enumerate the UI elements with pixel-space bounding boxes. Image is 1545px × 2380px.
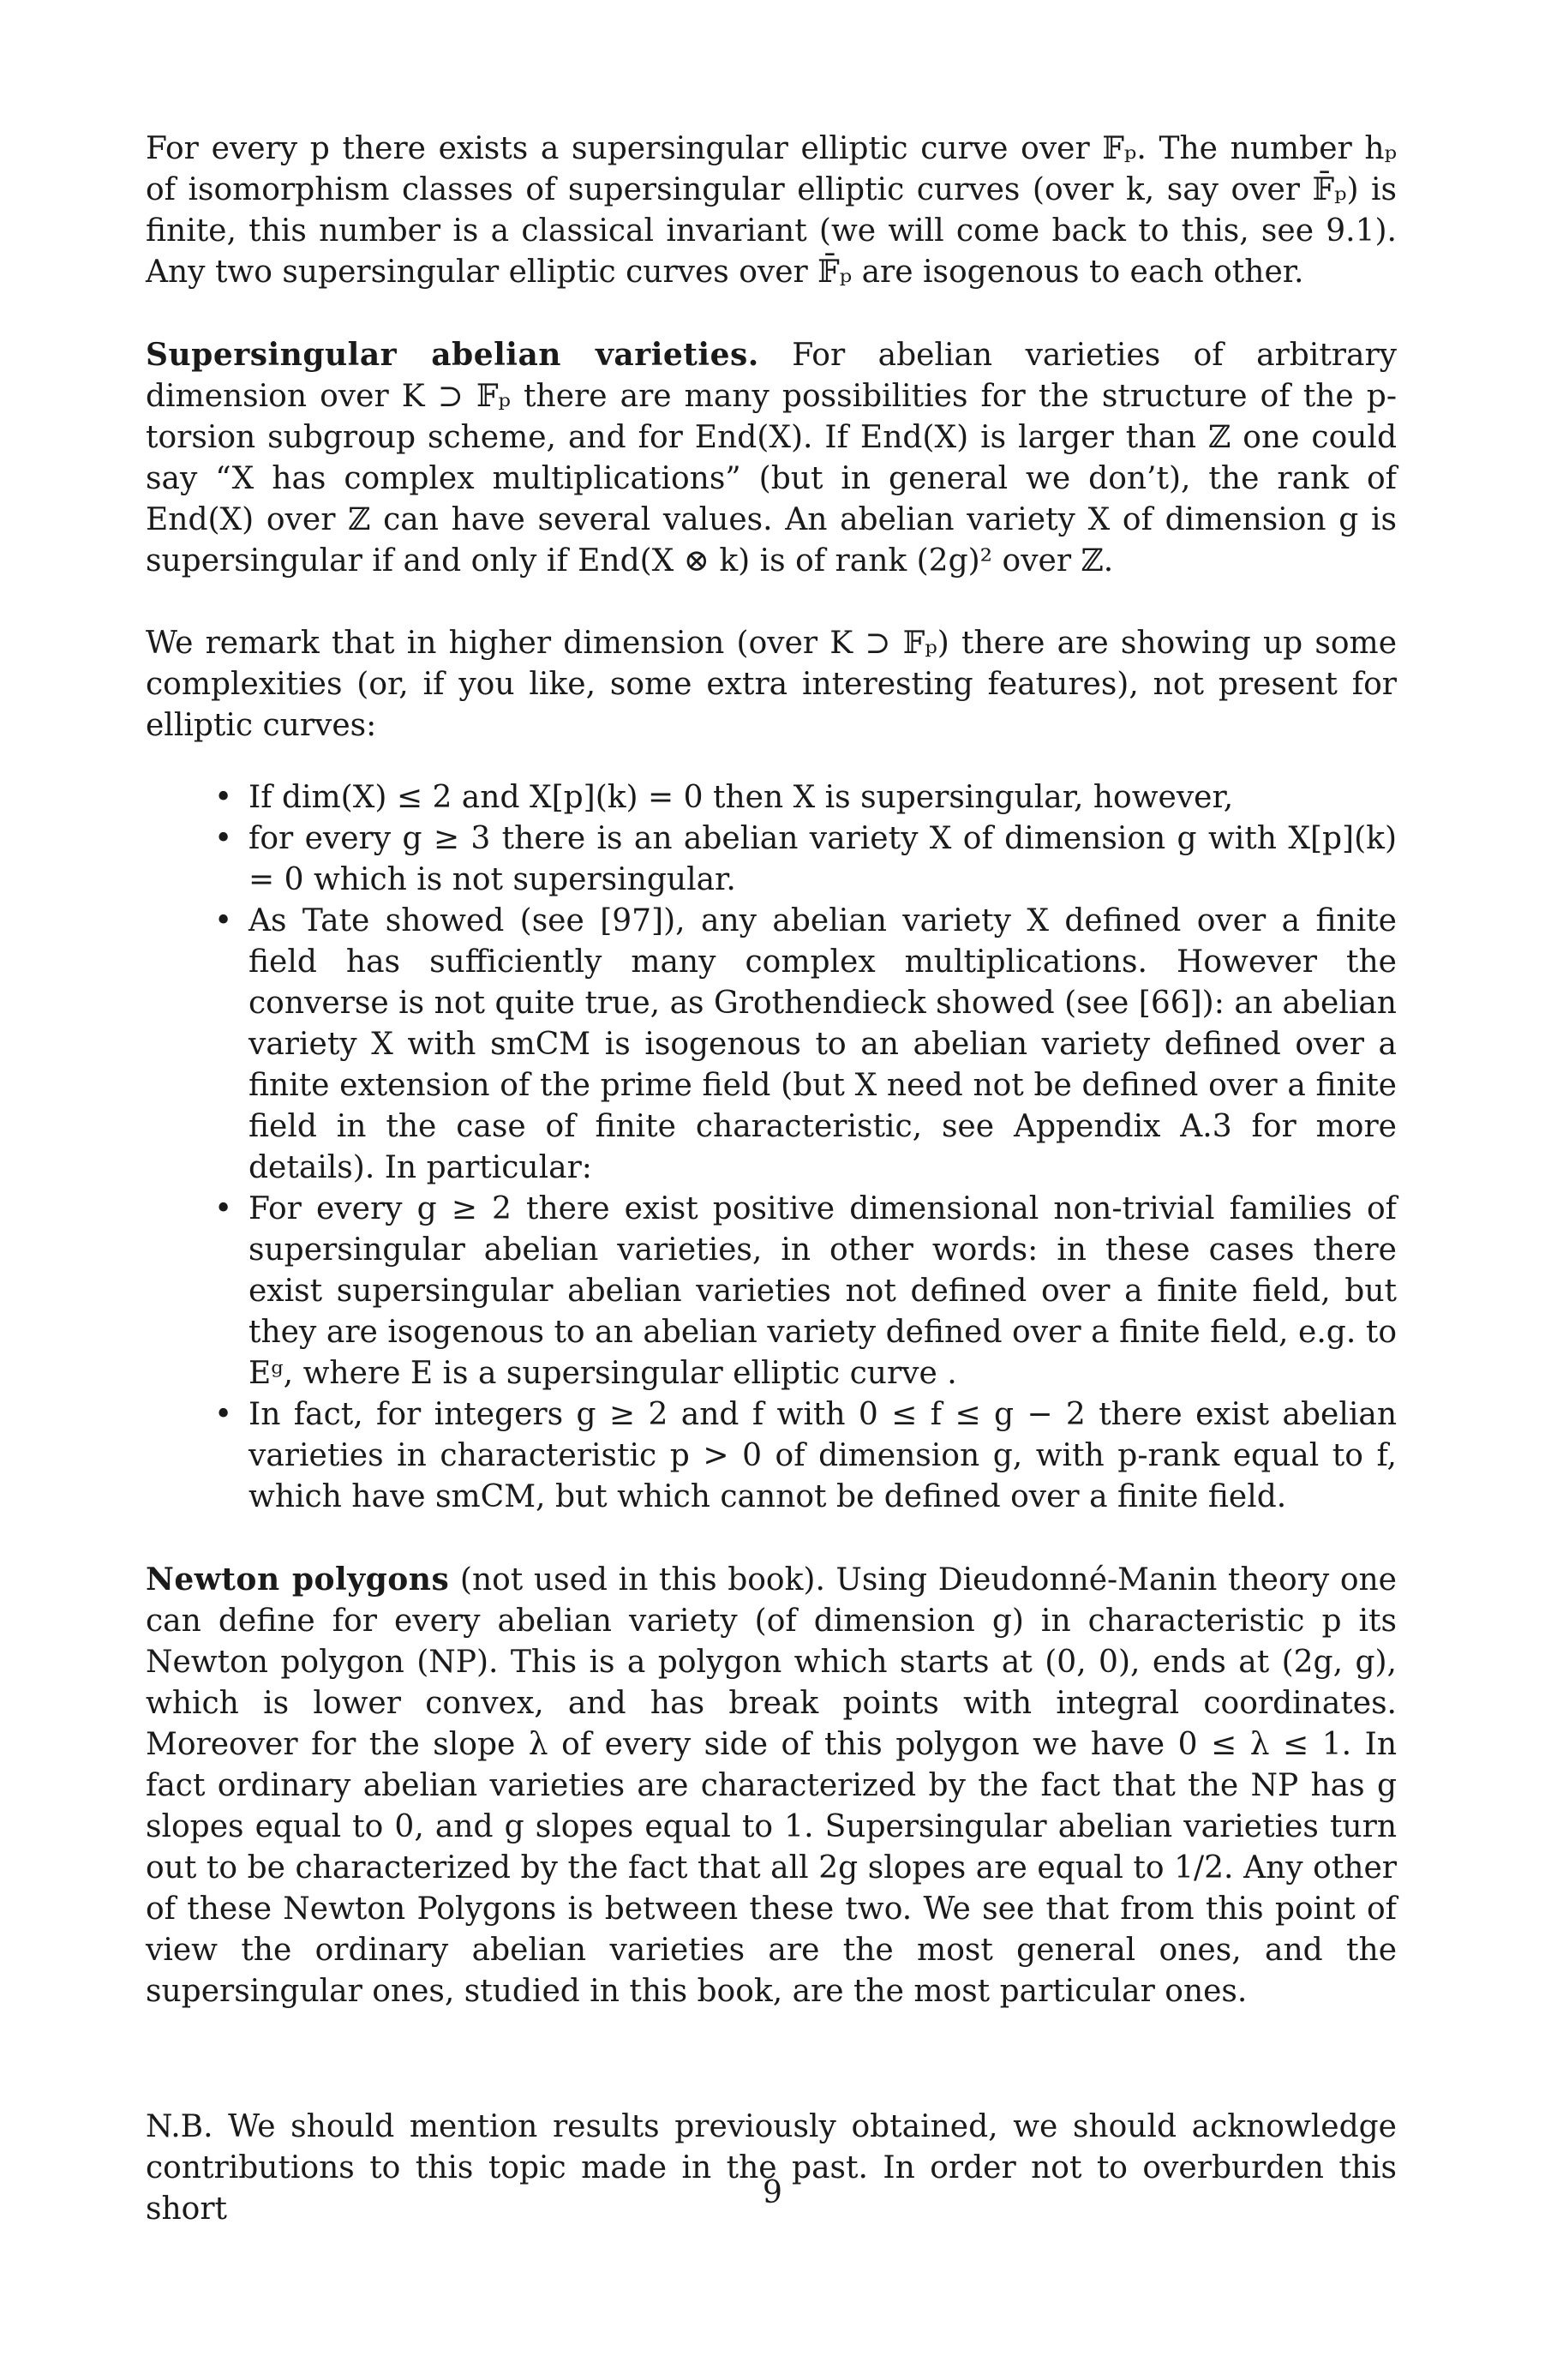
paragraph-supersingular-abelian-varieties [146,334,1397,582]
paragraph-elliptic-curves: For every p there exists a supersingular elliptic curve over 𝔽ₚ. The number hₚ of isomorphism classes of supersingular elliptic curves (over k, say over 𝔽̄ₚ) is finite, this number is a classical invariant (we will come back to this, see 9.1). Any two supersingular elliptic curves over 𝔽̄ₚ are isogenous to each other. [146,131,1397,290]
list-item-text: As Tate showed (see [97]), any abelian variety X defined over a finite field has sufficiently many complex multiplications. However the converse is not quite true, as Grothendieck showed (see [66]): an abelian variety X with smCM is isogenous to an abelian variety defined over a finite extension of the prime field (but X need not be defined over a finite field in the case of finite characteristic, see Appendix A.3 for more details). In particular: [249,903,1397,1185]
paragraph-text: For abelian varieties of arbitrary dimension over K ⊃ 𝔽ₚ there are many possibilities for the structure of the p-torsion subgroup scheme, and for End(X). If End(X) is larger than ℤ one could say “X has complex multiplications” (but in general we don’t), the rank of End(X) over ℤ can have several values. An abelian variety X of dimension g is supersingular if and only if End(X ⊗ k) is of rank (2g)² over ℤ. [146,338,1397,579]
list-item [146,1394,1397,1518]
bullet-icon: • [214,821,233,856]
list-item [146,901,1397,1189]
page-number: 9 [763,2175,782,2210]
page-body [146,129,1397,2230]
bullet-icon: • [214,903,233,938]
list-item [146,777,1397,818]
higher-dimension-section [146,623,1397,1518]
bullet-list [146,777,1397,1518]
paragraph-nota-bene: N.B. We should mention results previously obtained, we should acknowledge contributions to this topic made in the past. In order not to overburden this short [146,2109,1397,2227]
list-item-text: If dim(X) ≤ 2 and X[p](k) = 0 then X is supersingular, however, [249,780,1234,815]
bullet-icon: • [214,1397,233,1432]
list-item [146,1189,1397,1394]
paragraph-text: (not used in this book). Using Dieudonné-Manin theory one can define for every abelian variety (of dimension g) in characteristic p its Newton polygon (NP). This is a polygon which starts at (0, 0), ends at (2g, g), which is lower convex, and has break points with integral coordinates. Moreover for the slope λ of every side of this polygon we have 0 ≤ λ ≤ 1. In fact ordinary abelian varieties are characterized by the fact that the NP has g slopes equal to 0, and g slopes equal to 1. Supersingular abelian varieties turn out to be characterized by the fact that all 2g slopes are equal to 1/2. Any other of these Newton Polygons is between these two. We see that from this point of view the ordinary abelian varieties are the most general ones, and the supersingular ones, studied in this book, are the most particular ones. [146,1562,1397,2009]
section-heading-supersingular: Supersingular abelian varieties. [146,337,759,373]
list-item [146,818,1397,901]
list-item-text: For every g ≥ 2 there exist positive dimensional non-trivial families of supersingular abelian varieties, in other words: in these cases there exist supersingular abelian varieties not defined over a finite field, but they are isogenous to an abelian variety defined over a finite field, e.g. to Eᵍ, where E is a supersingular elliptic curve . [249,1191,1397,1391]
paragraph-newton-polygons [146,1559,1397,2012]
section-heading-newton-polygons: Newton polygons [146,1562,450,1598]
bullet-icon: • [214,780,233,815]
list-item-text: In fact, for integers g ≥ 2 and f with 0 ≤ f ≤ g − 2 there exist abelian varieties in characteristic p > 0 of dimension g, with p-rank equal to f, which have smCM, but which cannot be defined over a finite field. [249,1397,1397,1514]
list-item-text: for every g ≥ 3 there is an abelian variety X of dimension g with X[p](k) = 0 which is not supersingular. [249,821,1397,897]
bullet-icon: • [214,1191,233,1226]
paragraph-higher-dimension: We remark that in higher dimension (over K ⊃ 𝔽ₚ) there are showing up some complexities (or, if you like, some extra interesting features), not present for elliptic curves: [146,626,1397,743]
